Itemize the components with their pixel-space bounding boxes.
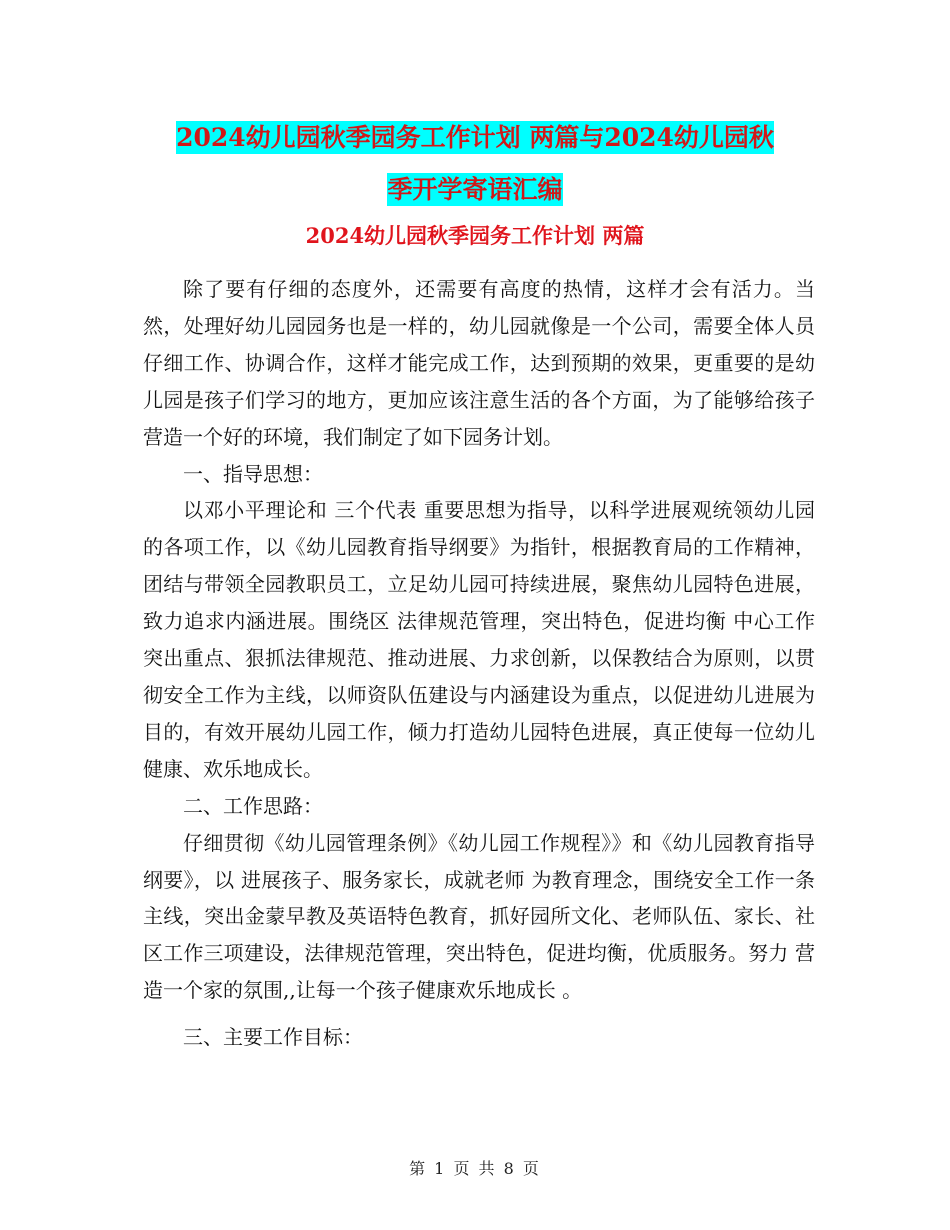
- section-body-2: 仔细贯彻《幼儿园管理条例》《幼儿园工作规程》》和《幼儿园教育指导纲要》，以 进展孩子、服务家长，成就老师 为教育理念，围绕安全工作一条主线，突出金蒙早教及英语特色教育，抓好园所文化、老师队伍、家长、社区工作三项建设，法律规范管理，突出特色，促进均衡，优质服务。努力 营造一个家的氛围,,让每一个孩子健康欢乐地成长 。: [143, 830, 815, 1003]
- section-heading-1: 一、指导思想：: [183, 461, 323, 486]
- document-body: [143, 271, 815, 1056]
- page-footer: 第 1 页 共 8 页: [409, 1159, 541, 1178]
- title-line-2: 季开学寄语汇编: [387, 175, 563, 204]
- section-heading-2: 二、工作思路：: [183, 793, 323, 818]
- document-title: [140, 112, 810, 216]
- title-line-1: 2024幼儿园秋季园务工作计划 两篇与2024幼儿园秋: [176, 123, 774, 152]
- section-body-1: 以邓小平理论和 三个代表 重要思想为指导，以科学进展观统领幼儿园的各项工作，以《幼儿园教育指导纲要》为指针，根据教育局的工作精神，团结与带领全园教职员工，立足幼儿园可持续进展，聚焦幼儿园特色进展，致力追求内涵进展。围绕区 法律规范管理，突出特色，促进均衡 中心工作突出重点、狠抓法律规范、推动进展、力求创新，以保教结合为原则，以贯彻安全工作为主线，以师资队伍建设与内涵建设为重点，以促进幼儿进展为目的，有效开展幼儿园工作，倾力打造幼儿园特色进展，真正使每一位幼儿健康、欢乐地成长。: [143, 498, 815, 781]
- intro-paragraph: 除了要有仔细的态度外，还需要有高度的热情，这样才会有活力。当然，处理好幼儿园园务也是一样的，幼儿园就像是一个公司，需要全体人员仔细工作、协调合作，这样才能完成工作，达到预期的效果，更重要的是幼儿园是孩子们学习的地方，更加应该注意生活的各个方面，为了能够给孩子营造一个好的环境，我们制定了如下园务计划。: [143, 277, 815, 449]
- section-subtitle: 2024幼儿园秋季园务工作计划 两篇: [305, 223, 645, 248]
- section-heading-3: 三、主要工作目标：: [183, 1025, 363, 1050]
